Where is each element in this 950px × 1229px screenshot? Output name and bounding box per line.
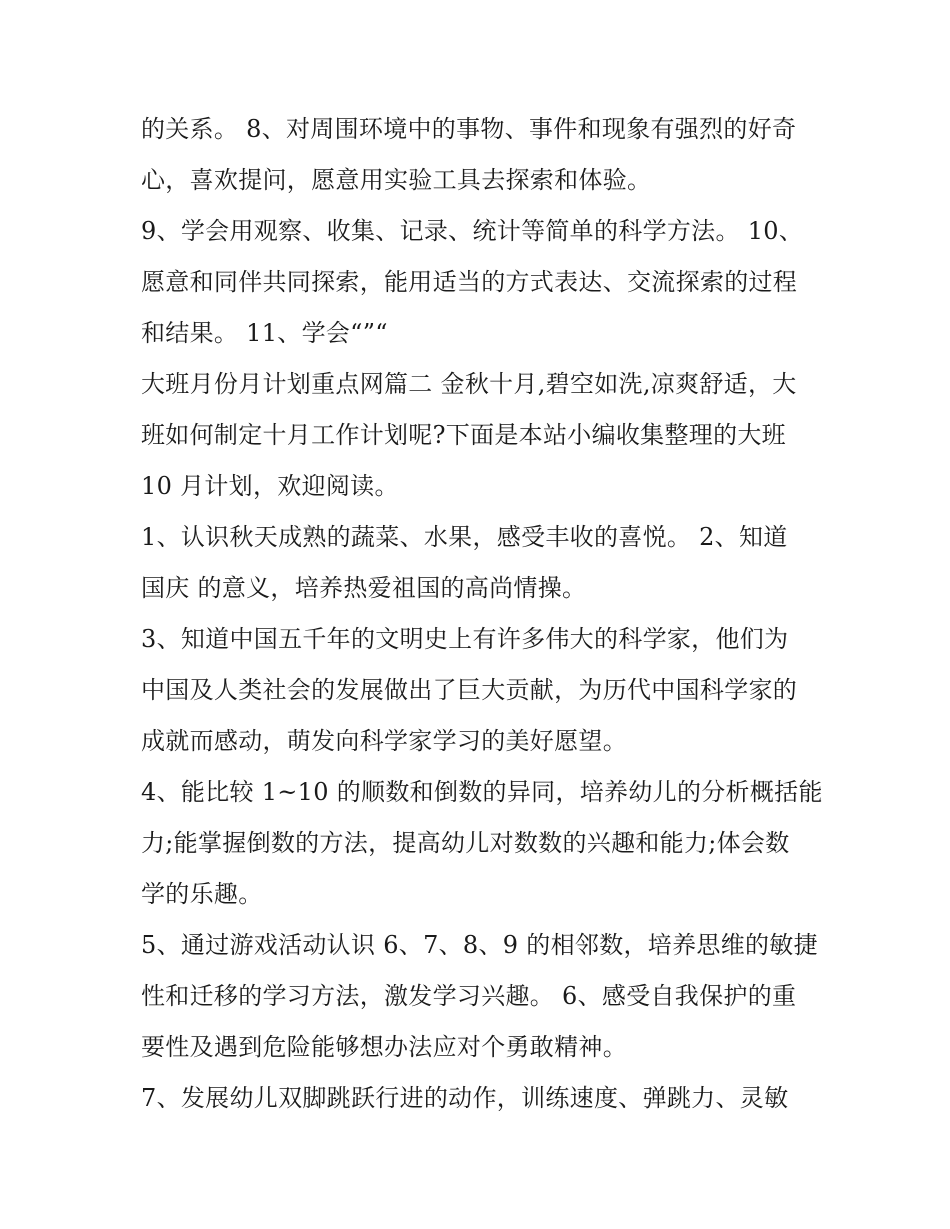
text-line: 愿意和同伴共同探索，能用适当的方式表达、交流探索的过程 [141, 268, 798, 296]
text-line: 力;能掌握倒数的方法，提高幼儿对数数的兴趣和能力;体会数 [141, 829, 790, 857]
text-line: 学的乐趣。 [141, 880, 263, 908]
paragraph-8 [141, 1073, 816, 1124]
paragraph-1 [141, 104, 816, 206]
paragraph-3 [141, 359, 816, 512]
text-line: 5、通过游戏活动认识 6、7、8、9 的相邻数，培养思维的敏捷 [141, 931, 818, 959]
paragraph-5 [141, 614, 816, 767]
text-line: 7、发展幼儿双脚跳跃行进的动作，训练速度、弹跳力、灵敏 [141, 1084, 789, 1112]
paragraph-2 [141, 206, 816, 359]
text-line: 要性及遇到危险能够想办法应对个勇敢精神。 [141, 1033, 627, 1061]
text-line: 国庆 的意义，培养热爱祖国的高尚情操。 [141, 574, 587, 602]
paragraph-7 [141, 920, 816, 1073]
text-line: 班如何制定十月工作计划呢?下面是本站小编收集整理的大班 [141, 421, 786, 449]
text-line: 中国及人类社会的发展做出了巨大贡献，为历代中国科学家的 [141, 676, 798, 704]
text-line: 大班月份月计划重点网篇二 金秋十月,碧空如洗,凉爽舒适，大 [141, 370, 797, 398]
text-line: 10 月计划，欢迎阅读。 [141, 472, 399, 500]
document-body [141, 104, 823, 1124]
paragraph-4 [141, 512, 816, 614]
text-line: 心，喜欢提问，愿意用实验工具去探索和体验。 [141, 166, 652, 194]
text-line: 性和迁移的学习方法，激发学习兴趣。 6、感受自我保护的重 [141, 982, 797, 1010]
text-line: 成就而感动，萌发向科学家学习的美好愿望。 [141, 727, 627, 755]
text-line: 1、认识秋天成熟的蔬菜、水果，感受丰收的喜悦。 2、知道 [141, 523, 788, 551]
paragraph-6 [141, 767, 823, 920]
text-line: 3、知道中国五千年的文明史上有许多伟大的科学家，他们为 [141, 625, 789, 653]
text-line: 9、学会用观察、收集、记录、统计等简单的科学方法。 10、 [141, 217, 804, 245]
text-line: 和结果。 11、学会“”“ [141, 319, 388, 347]
text-line: 4、能比较 1~10 的顺数和倒数的异同，培养幼儿的分析概括能 [141, 778, 823, 806]
text-line: 的关系。 8、对周围环境中的事物、事件和现象有强烈的好奇 [141, 115, 797, 143]
